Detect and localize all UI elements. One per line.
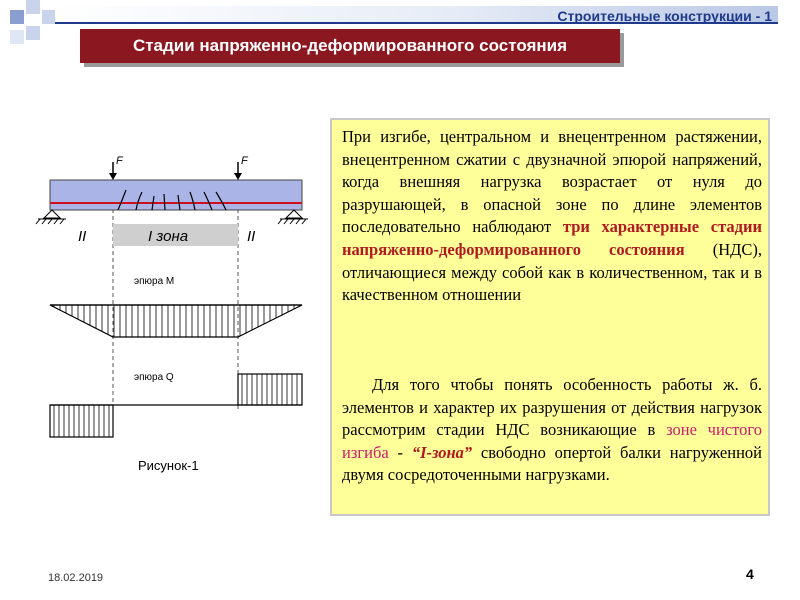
course-subject: Строительные конструкции - 1: [557, 8, 772, 24]
force-label-right: F: [241, 155, 248, 167]
zone-label-right: II: [247, 228, 256, 245]
paragraph-1-text: При изгибе, центральном и внецентренном растяжении, внецентренном сжатии с двузначной эпюрой напряжений, когда внешняя нагрузка возрастает от нуля до разрушающей, в опасной зоне по длине элементов последовательно наблюдают: [342, 127, 762, 237]
paragraph-1-emphasis: три характерные стадии напряженно-деформированного состояния: [342, 217, 762, 259]
decor-square-1: [10, 10, 24, 24]
moment-diagram: [50, 305, 302, 337]
moment-diagram-label: эпюра M: [134, 276, 175, 287]
zone-label-center: I зона: [148, 228, 189, 245]
paragraph-2-dash: -: [388, 442, 412, 462]
slide-title: Стадии напряженно-деформированного состояния: [132, 36, 568, 55]
decor-square-3: [26, 26, 40, 40]
support-right: [278, 210, 308, 224]
shear-diagram-label: эпюра Q: [134, 372, 174, 383]
paragraph-2: [342, 374, 762, 487]
paragraph-2-text: Для того чтобы понять особенность работы ж. б. элементов и характер их разрушения от действия нагрузок рассмотрим стадии НДС возникающие в: [342, 375, 762, 440]
figure-caption: Рисунок-1: [138, 458, 199, 473]
slide-date: 18.02.2019: [48, 572, 104, 584]
decor-square-5: [10, 30, 24, 44]
decor-square-4: [42, 10, 56, 24]
paragraph-1: [342, 126, 762, 307]
shear-diagram: [50, 374, 302, 437]
force-label-left: F: [116, 155, 123, 167]
zone-label-left: II: [78, 228, 87, 245]
paragraph-2-zone-name: “I-зона”: [411, 442, 473, 462]
paragraph-1-tail: (НДС), отличающиеся между собой как в количественном, так и в качественном отношении: [342, 239, 762, 305]
slide-title-bar: [80, 29, 620, 63]
beam-figure: [0, 140, 320, 440]
beam: [50, 180, 302, 210]
support-left: [36, 210, 66, 224]
explanation-textbox: [330, 118, 770, 516]
paragraph-2-pure-bending: зоне чистого изгиба: [342, 420, 762, 462]
page-number: 4: [746, 566, 754, 582]
paragraph-2-tail: свободно опертой балки нагруженной двумя сосредоточенными нагрузками.: [342, 442, 762, 485]
decor-square-2: [26, 0, 40, 14]
